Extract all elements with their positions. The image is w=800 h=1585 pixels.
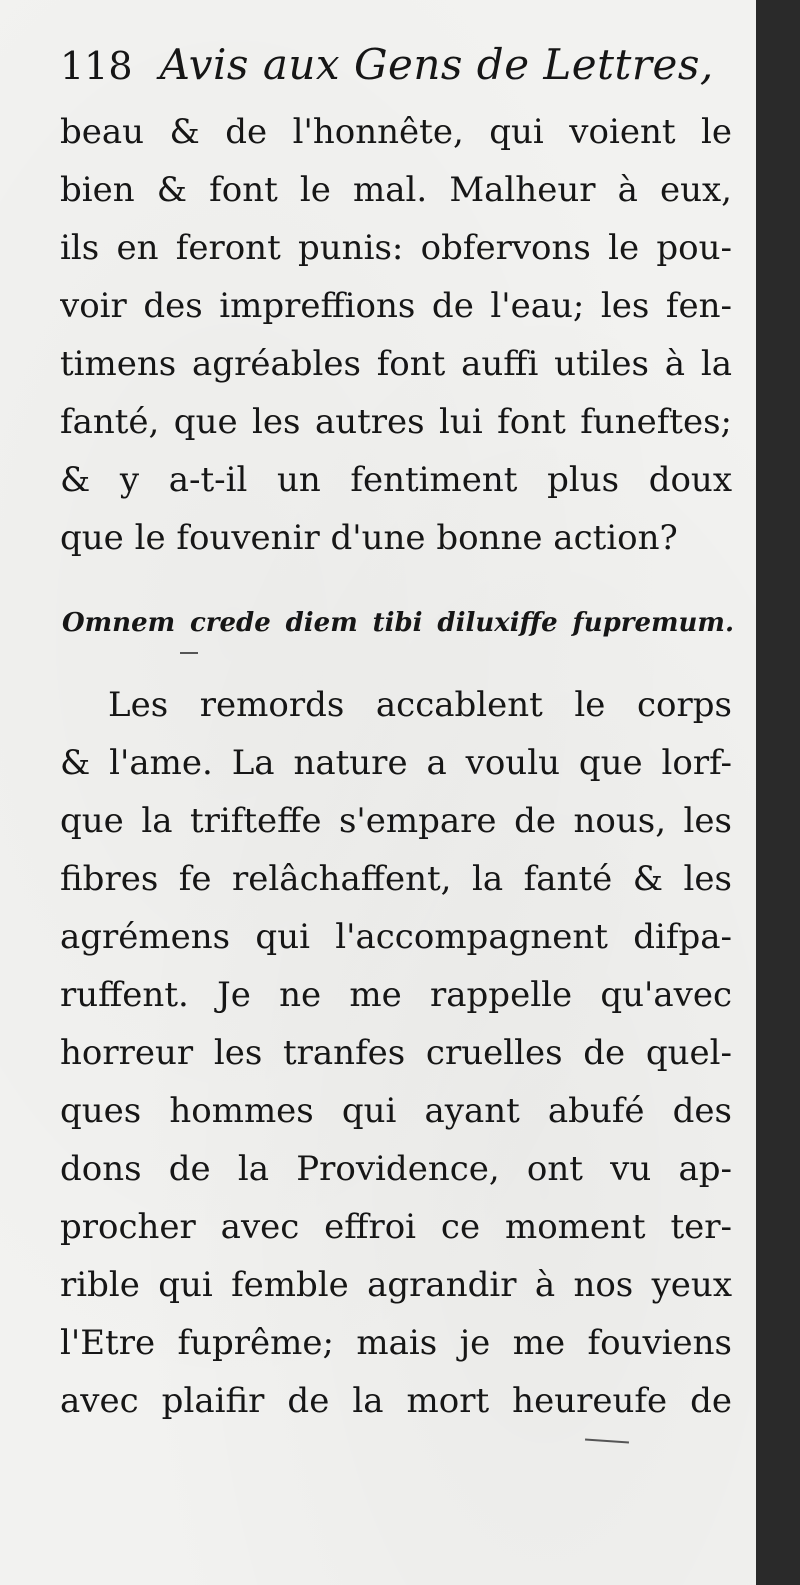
text-line: fanté, que les autres lui font funeftes;: [60, 402, 732, 442]
text-line: Les remords accablent le corps: [108, 685, 732, 725]
page-header: [60, 40, 740, 100]
text-line: ruffent. Je ne me rappelle qu'avec: [60, 975, 732, 1015]
text-line: timens agréables font auffi utiles à la: [60, 344, 732, 384]
text-line: agrémens qui l'accompagnent difpa-: [60, 917, 732, 957]
paragraph-2: [60, 676, 732, 1430]
text-line: l'Etre fuprême; mais je me fouviens: [60, 1323, 732, 1363]
page-edge: [756, 0, 778, 1585]
text-line: procher avec effroi ce moment ter-: [60, 1207, 732, 1247]
text-line: que le fouvenir d'une bonne action?: [60, 518, 678, 558]
text-line: rible qui femble agrandir à nos yeux: [60, 1265, 732, 1305]
text-line: bien & font le mal. Malheur à eux,: [60, 170, 732, 210]
text-line: ques hommes qui ayant abufé des: [60, 1091, 732, 1131]
latin-quotation: Omnem crede diem tibi diluxiffe fupremum.: [62, 608, 734, 638]
text-line: fibres fe relâchaffent, la fanté & les: [60, 859, 732, 899]
running-title: Avis aux Gens de Lettres,: [159, 40, 714, 89]
text-line: & y a-t-il un fentiment plus doux: [60, 460, 732, 500]
text-line: & l'ame. La nature a voulu que lorf-: [60, 743, 732, 783]
page-number: 118: [60, 44, 133, 88]
paragraph-1: [60, 103, 732, 567]
text-line: beau & de l'honnête, qui voient le: [60, 112, 732, 152]
text-line: ils en feront punis: obfervons le pou-: [60, 228, 732, 268]
text-line: voir des impreffions de l'eau; les fen-: [60, 286, 732, 326]
text-line: horreur les tranfes cruelles de quel-: [60, 1033, 732, 1073]
paper-blemish: [180, 652, 198, 654]
paper-blemish: [585, 1438, 629, 1443]
text-line: avec plaifir de la mort heureufe de: [60, 1381, 732, 1421]
text-line: que la trifteffe s'empare de nous, les: [60, 801, 732, 841]
text-line: dons de la Providence, ont vu ap-: [60, 1149, 732, 1189]
